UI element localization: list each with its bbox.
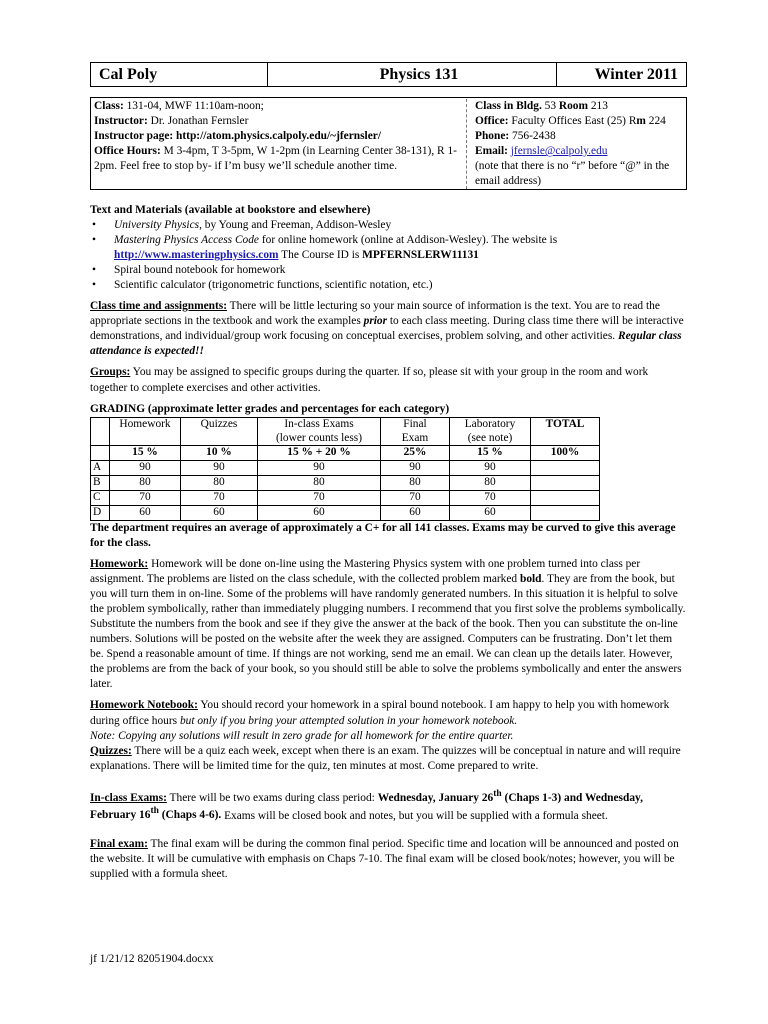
groups-heading: Groups:	[90, 366, 131, 379]
notebook-heading: Homework Notebook:	[90, 699, 198, 712]
copying-note: Note: Copying any solutions will result in zero grade for all homework for the entire quarter.	[90, 729, 514, 742]
table-row: D 60 60 60 60 60	[91, 506, 600, 521]
final-section: Final exam: The final exam will be during the common final period. Specific time and location will be announced and posted on the website. It will be cumulative with emphasis on Chaps 7-10. The final exam will be closed book/notes; however, you will be supplied with a formula sheet.	[90, 838, 679, 881]
department-note: The department requires an average of approximately a C+ for all 141 classes. Exams may be curved to give this average for the class.	[90, 521, 676, 549]
quizzes-section: Quizzes: There will be a quiz each week, except when there is an exam. The quizzes will be conceptual in nature and will require explanations. There will be limited time for the quiz, ten minutes at most. Come prepared to write.	[90, 744, 681, 772]
course-name: Physics 131	[268, 63, 557, 86]
materials-list	[90, 218, 687, 293]
instructor-line: Instructor: Dr. Jonathan Fernsler	[94, 115, 249, 128]
exams-heading: In-class Exams:	[90, 791, 167, 804]
office-hours-line: Office Hours: M 3-4pm, T 3-5pm, W 1-2pm (in Learning Center 38-131), R 1-2pm. Feel free to stop by- if I’m busy we’ll schedule another time.	[94, 145, 457, 173]
materials-heading: Text and Materials (available at bookstore and elsewhere)	[90, 204, 371, 216]
list-item: • Spiral bound notebook for homework	[114, 263, 687, 278]
homework-section: Homework: Homework will be done on-line using the Mastering Physics system with one problem turned into class per assignment. The problems are listed on the class schedule, with the collected problem marked bold. They are from the book, but you will turn them in on-line. Some of the problems will have randomly generated numbers. In this situation it is helpful to solve the problem symbolically, rather than immediately plugging numbers. I recommend that you first solve the problems symbolically. Substitute the numbers from the book and see if they give the answer at the back of the book. Then you can substitute the on-line numbers. Solutions will be posted on the website after the week they are assigned. Computers can be frustrating. Don’t let them be. Spend a reasonable amount of time. If things are not working, send me an email. We can clean up the details later. However, the problems are from the back of your book, so you should still be able to solve the problems symbolically and enter the answers later.	[90, 558, 686, 691]
email-line: Email: jfernsle@calpoly.edu	[475, 145, 608, 158]
grading-table: Homework Quizzes In-class Exams (lower counts less) Final Exam Laboratory (see note) TOTAL 15 % 10 % 15 % + 20 % 25% 15 % 100% A 90 90 90 90 90 B 80 80 80 80 80 C 70 70 70 70 70 D 60 60 60 60 60	[90, 417, 600, 521]
notebook-section: Homework Notebook: You should record your homework in a spiral bound notebook. I am happy to help you with homework during office hours but only if you bring your attempted solution in your homework notebook. Note: Copying any solutions will result in zero grade for all homework for the entire quarter.	[90, 698, 687, 743]
grading-heading: GRADING (approximate letter grades and percentages for each category)	[90, 402, 450, 415]
class-time-section: Class time and assignments: There will be little lecturing so your main source of information is the text. You are to read the appropriate sections in the textbook and work the examples prior to each class meeting. During class time there will be interactive demonstrations, and individual/group work focusing on conceptual exercises, problem solving, and other activities. Regular class attendance is expected!!	[90, 300, 684, 358]
phone-line: Phone: 756-2438	[475, 130, 556, 143]
class-time-heading: Class time and assignments:	[90, 300, 228, 313]
list-item: • Scientific calculator (trigonometric functions, scientific notation, etc.)	[114, 278, 687, 293]
course-info-right	[467, 99, 686, 189]
school-name: Cal Poly	[91, 63, 268, 86]
materials-section	[90, 203, 687, 293]
list-item: • University Physics, by Young and Freeman, Addison-Wesley	[114, 218, 687, 233]
mastering-physics-link[interactable]: http://www.masteringphysics.com	[114, 249, 279, 262]
quizzes-heading: Quizzes:	[90, 744, 132, 757]
course-id: MPFERNSLERW11131	[362, 249, 479, 262]
table-row: B 80 80 80 80 80	[91, 476, 600, 491]
office-line: Office: Faculty Offices East (25) Rm 224	[475, 115, 666, 128]
list-item: • Mastering Physics Access Code for online homework (online at Addison-Wesley). The website is http://www.masteringphysics.com The Course ID is MPFERNSLERW11131	[114, 233, 687, 263]
email-link[interactable]: jfernsle@calpoly.edu	[510, 145, 608, 158]
table-row: A 90 90 90 90 90	[91, 461, 600, 476]
instructor-page-line[interactable]: Instructor page: http://atom.physics.calpoly.edu/~jfernsler/	[94, 130, 381, 143]
header-table	[90, 62, 687, 87]
class-building-line: Class in Bldg. 53 Room 213	[475, 100, 608, 112]
table-row: C 70 70 70 70 70	[91, 491, 600, 506]
document-footer: jf 1/21/12 82051904.docxx	[90, 953, 214, 965]
syllabus-page	[90, 62, 687, 883]
groups-section: Groups: You may be assigned to specific groups during the quarter. If so, please sit with your group in the room and work together to complete exercises and other activities.	[90, 366, 649, 394]
final-heading: Final exam:	[90, 838, 148, 851]
exams-section: In-class Exams: There will be two exams during class period: Wednesday, January 26th (Chaps 1-3) and Wednesday, February 16th (Chaps 4-6). Exams will be closed book and notes, but you will be supplied with a formula sheet.	[90, 788, 643, 822]
course-info-left	[91, 99, 467, 189]
class-line: Class: 131-04, MWF 11:10am-noon;	[94, 100, 264, 112]
email-note: (note that there is no “r” before “@” in the email address)	[475, 160, 670, 188]
term-name: Winter 2011	[594, 65, 678, 83]
course-info-box	[90, 97, 687, 190]
homework-heading: Homework:	[90, 558, 149, 571]
grading-section	[90, 402, 687, 551]
